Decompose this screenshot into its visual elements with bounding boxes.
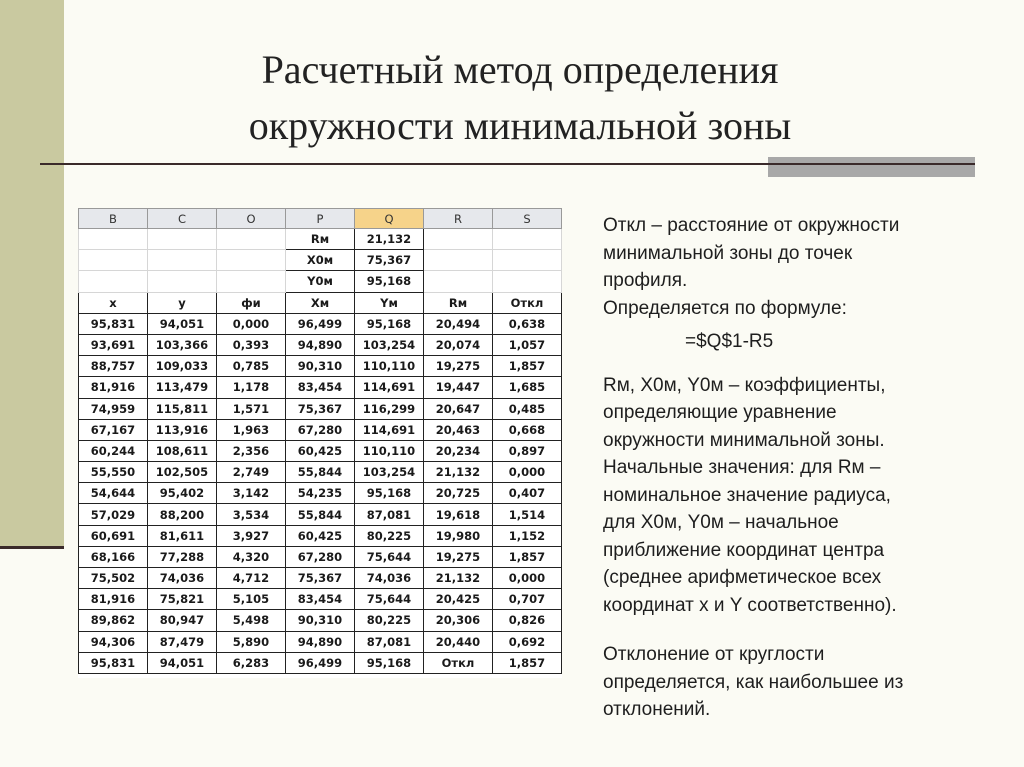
table-cell: 5,498 — [217, 610, 286, 631]
empty-cell — [148, 229, 217, 250]
spreadsheet-table — [78, 208, 562, 674]
slide-title-line-2: окружности минимальной зоны — [248, 103, 792, 148]
table-cell: 1,857 — [493, 546, 562, 567]
explanation-line: для X0м, Y0м – начальное — [603, 512, 839, 533]
empty-cell — [79, 229, 148, 250]
table-cell: 1,857 — [493, 652, 562, 673]
table-cell: 89,862 — [79, 610, 148, 631]
explanation-line: координат x и Y соответственно). — [603, 594, 897, 616]
explanation-line: окружности минимальной зоны. — [603, 429, 885, 451]
table-cell: 96,499 — [286, 313, 355, 334]
param-label: Rм — [286, 229, 355, 250]
table-cell: 90,310 — [286, 610, 355, 631]
table-cell: 77,288 — [148, 546, 217, 567]
table-cell: 67,280 — [286, 419, 355, 440]
table-cell: 1,178 — [217, 377, 286, 398]
explanation-line: Rм, X0м, Y0м – коэффициенты, — [603, 374, 886, 396]
explanation-line: определяющие уравнение — [603, 402, 837, 423]
spacer — [603, 619, 1003, 641]
table-header-cell: Yм — [355, 292, 424, 313]
title-rule — [40, 163, 975, 165]
table-cell: 3,927 — [217, 525, 286, 546]
table-cell: 110,110 — [355, 356, 424, 377]
table-row — [79, 525, 562, 546]
table-cell: 1,685 — [493, 377, 562, 398]
table-cell: 55,844 — [286, 462, 355, 483]
table-cell: 83,454 — [286, 589, 355, 610]
column-header: S — [493, 209, 562, 229]
left-accent-band — [0, 0, 64, 548]
table-cell: 20,494 — [424, 313, 493, 334]
param-label: Y0м — [286, 271, 355, 292]
empty-cell — [148, 250, 217, 271]
table-cell: 2,356 — [217, 440, 286, 461]
table-cell: 87,081 — [355, 504, 424, 525]
table-cell: 87,081 — [355, 631, 424, 652]
explanation-line: минимальной зоны до точек — [603, 242, 853, 264]
table-cell: 95,168 — [355, 313, 424, 334]
table-cell: 80,947 — [148, 610, 217, 631]
empty-cell — [493, 271, 562, 292]
explanation-line: Откл – расстояние от окружности — [603, 215, 900, 236]
table-row — [79, 589, 562, 610]
table-cell: 3,534 — [217, 504, 286, 525]
table-cell: 81,916 — [79, 589, 148, 610]
table-row — [79, 462, 562, 483]
explanation-line: Определяется по формуле: — [603, 297, 847, 319]
table-cell: 4,712 — [217, 568, 286, 589]
empty-cell — [493, 229, 562, 250]
table-cell: 96,499 — [286, 652, 355, 673]
empty-cell — [217, 250, 286, 271]
table-cell: 74,036 — [148, 568, 217, 589]
table-cell: 55,550 — [79, 462, 148, 483]
param-value: 75,367 — [355, 250, 424, 271]
table-cell: 1,152 — [493, 525, 562, 546]
table-cell: 5,890 — [217, 631, 286, 652]
table-cell: 19,275 — [424, 356, 493, 377]
table-cell: 83,454 — [286, 377, 355, 398]
formula-text: =$Q$1-R5 — [685, 331, 774, 352]
table-cell: 94,890 — [286, 631, 355, 652]
table-cell: 19,618 — [424, 504, 493, 525]
slide-title — [90, 42, 950, 154]
table-cell: 5,105 — [217, 589, 286, 610]
table-cell: 55,844 — [286, 504, 355, 525]
table-row — [79, 377, 562, 398]
table-cell: 20,725 — [424, 483, 493, 504]
param-value: 95,168 — [355, 271, 424, 292]
table-cell: Откл — [424, 652, 493, 673]
empty-cell — [217, 229, 286, 250]
table-cell: 67,167 — [79, 419, 148, 440]
table-cell: 0,000 — [217, 313, 286, 334]
table-cell: 60,244 — [79, 440, 148, 461]
table-cell: 6,283 — [217, 652, 286, 673]
column-header: O — [217, 209, 286, 229]
empty-cell — [424, 229, 493, 250]
table-cell: 80,225 — [355, 610, 424, 631]
column-header: C — [148, 209, 217, 229]
title-rule-accent — [768, 157, 975, 177]
table-cell: 54,235 — [286, 483, 355, 504]
table-row — [79, 440, 562, 461]
explanation-line: приближение координат центра — [603, 539, 885, 561]
table-row — [79, 419, 562, 440]
table-cell: 0,826 — [493, 610, 562, 631]
table-cell: 103,254 — [355, 334, 424, 355]
param-value: 21,132 — [355, 229, 424, 250]
column-header: B — [79, 209, 148, 229]
table-cell: 94,051 — [148, 652, 217, 673]
explanation-line: профиля. — [603, 270, 688, 291]
table-row — [79, 610, 562, 631]
table-row — [79, 356, 562, 377]
table-header-row — [79, 292, 562, 313]
table-cell: 2,749 — [217, 462, 286, 483]
table-cell: 57,029 — [79, 504, 148, 525]
table-cell: 68,166 — [79, 546, 148, 567]
slide-title-line-1: Расчетный метод определения — [261, 47, 779, 92]
table-cell: 1,963 — [217, 419, 286, 440]
table-cell: 94,051 — [148, 313, 217, 334]
table-row — [79, 398, 562, 419]
table-cell: 103,366 — [148, 334, 217, 355]
explanation-line: Отклонение от круглости — [603, 644, 825, 665]
table-cell: 109,033 — [148, 356, 217, 377]
table-cell: 19,275 — [424, 546, 493, 567]
param-row — [79, 250, 562, 271]
param-row — [79, 229, 562, 250]
table-cell: 114,691 — [355, 419, 424, 440]
table-row — [79, 504, 562, 525]
explanation-line: номинальное значение радиуса, — [603, 484, 891, 506]
table-cell: 0,000 — [493, 568, 562, 589]
column-header-row — [79, 209, 562, 229]
empty-cell — [79, 271, 148, 292]
table-header-cell: Xм — [286, 292, 355, 313]
table-cell: 75,367 — [286, 398, 355, 419]
table-cell: 95,402 — [148, 483, 217, 504]
table-cell: 88,200 — [148, 504, 217, 525]
table-cell: 60,691 — [79, 525, 148, 546]
table-header-cell: фи — [217, 292, 286, 313]
explanation-line: отклонений. — [603, 699, 711, 720]
table-cell: 60,425 — [286, 525, 355, 546]
table-cell: 20,440 — [424, 631, 493, 652]
explanation-line: определяется, как наибольшее из — [603, 671, 904, 693]
table-row — [79, 631, 562, 652]
table-cell: 81,611 — [148, 525, 217, 546]
table-cell: 54,644 — [79, 483, 148, 504]
table-cell: 75,367 — [286, 568, 355, 589]
param-row — [79, 271, 562, 292]
table-cell: 108,611 — [148, 440, 217, 461]
table-cell: 95,831 — [79, 313, 148, 334]
table-cell: 3,142 — [217, 483, 286, 504]
table-cell: 0,485 — [493, 398, 562, 419]
table-cell: 0,785 — [217, 356, 286, 377]
table-cell: 80,225 — [355, 525, 424, 546]
table-cell: 103,254 — [355, 462, 424, 483]
table-header-cell: Откл — [493, 292, 562, 313]
empty-cell — [424, 250, 493, 271]
table-cell: 113,479 — [148, 377, 217, 398]
table-cell: 75,644 — [355, 589, 424, 610]
table-cell: 93,691 — [79, 334, 148, 355]
table-cell: 20,647 — [424, 398, 493, 419]
spreadsheet-image — [78, 208, 562, 678]
table-row — [79, 652, 562, 673]
table-cell: 67,280 — [286, 546, 355, 567]
table-header-cell: y — [148, 292, 217, 313]
empty-cell — [148, 271, 217, 292]
table-cell: 114,691 — [355, 377, 424, 398]
table-cell: 115,811 — [148, 398, 217, 419]
table-cell: 21,132 — [424, 568, 493, 589]
table-cell: 0,393 — [217, 334, 286, 355]
table-cell: 19,980 — [424, 525, 493, 546]
table-cell: 75,821 — [148, 589, 217, 610]
table-cell: 1,057 — [493, 334, 562, 355]
table-cell: 0,407 — [493, 483, 562, 504]
explanation-line: Начальные значения: для Rм – — [603, 457, 881, 478]
table-header-cell: Rм — [424, 292, 493, 313]
table-cell: 88,757 — [79, 356, 148, 377]
table-cell: 0,000 — [493, 462, 562, 483]
table-header-cell: x — [79, 292, 148, 313]
table-cell: 0,707 — [493, 589, 562, 610]
table-row — [79, 546, 562, 567]
table-cell: 0,897 — [493, 440, 562, 461]
table-cell: 1,571 — [217, 398, 286, 419]
table-cell: 0,638 — [493, 313, 562, 334]
empty-cell — [424, 271, 493, 292]
table-cell: 21,132 — [424, 462, 493, 483]
table-cell: 116,299 — [355, 398, 424, 419]
left-accent-rule — [0, 546, 64, 549]
table-cell: 20,463 — [424, 419, 493, 440]
table-cell: 94,890 — [286, 334, 355, 355]
table-cell: 75,502 — [79, 568, 148, 589]
table-cell: 75,644 — [355, 546, 424, 567]
table-cell: 60,425 — [286, 440, 355, 461]
param-label: X0м — [286, 250, 355, 271]
table-cell: 95,831 — [79, 652, 148, 673]
empty-cell — [493, 250, 562, 271]
table-cell: 95,168 — [355, 652, 424, 673]
table-cell: 0,668 — [493, 419, 562, 440]
table-row — [79, 313, 562, 334]
spacer — [603, 362, 1003, 372]
table-cell: 90,310 — [286, 356, 355, 377]
table-cell: 110,110 — [355, 440, 424, 461]
table-cell: 0,692 — [493, 631, 562, 652]
table-cell: 94,306 — [79, 631, 148, 652]
table-cell: 1,514 — [493, 504, 562, 525]
explanation-panel — [603, 212, 1003, 724]
empty-cell — [79, 250, 148, 271]
table-cell: 20,234 — [424, 440, 493, 461]
table-row — [79, 483, 562, 504]
explanation-line: (среднее арифметическое всех — [603, 567, 882, 588]
column-header: Q — [355, 209, 424, 229]
column-header: P — [286, 209, 355, 229]
table-cell: 81,916 — [79, 377, 148, 398]
table-cell: 1,857 — [493, 356, 562, 377]
table-cell: 113,916 — [148, 419, 217, 440]
table-cell: 20,074 — [424, 334, 493, 355]
table-cell: 20,306 — [424, 610, 493, 631]
table-cell: 87,479 — [148, 631, 217, 652]
table-cell: 74,959 — [79, 398, 148, 419]
empty-cell — [217, 271, 286, 292]
table-row — [79, 568, 562, 589]
table-cell: 102,505 — [148, 462, 217, 483]
table-cell: 4,320 — [217, 546, 286, 567]
table-row — [79, 334, 562, 355]
table-cell: 20,425 — [424, 589, 493, 610]
table-cell: 95,168 — [355, 483, 424, 504]
table-cell: 19,447 — [424, 377, 493, 398]
table-cell: 74,036 — [355, 568, 424, 589]
column-header: R — [424, 209, 493, 229]
